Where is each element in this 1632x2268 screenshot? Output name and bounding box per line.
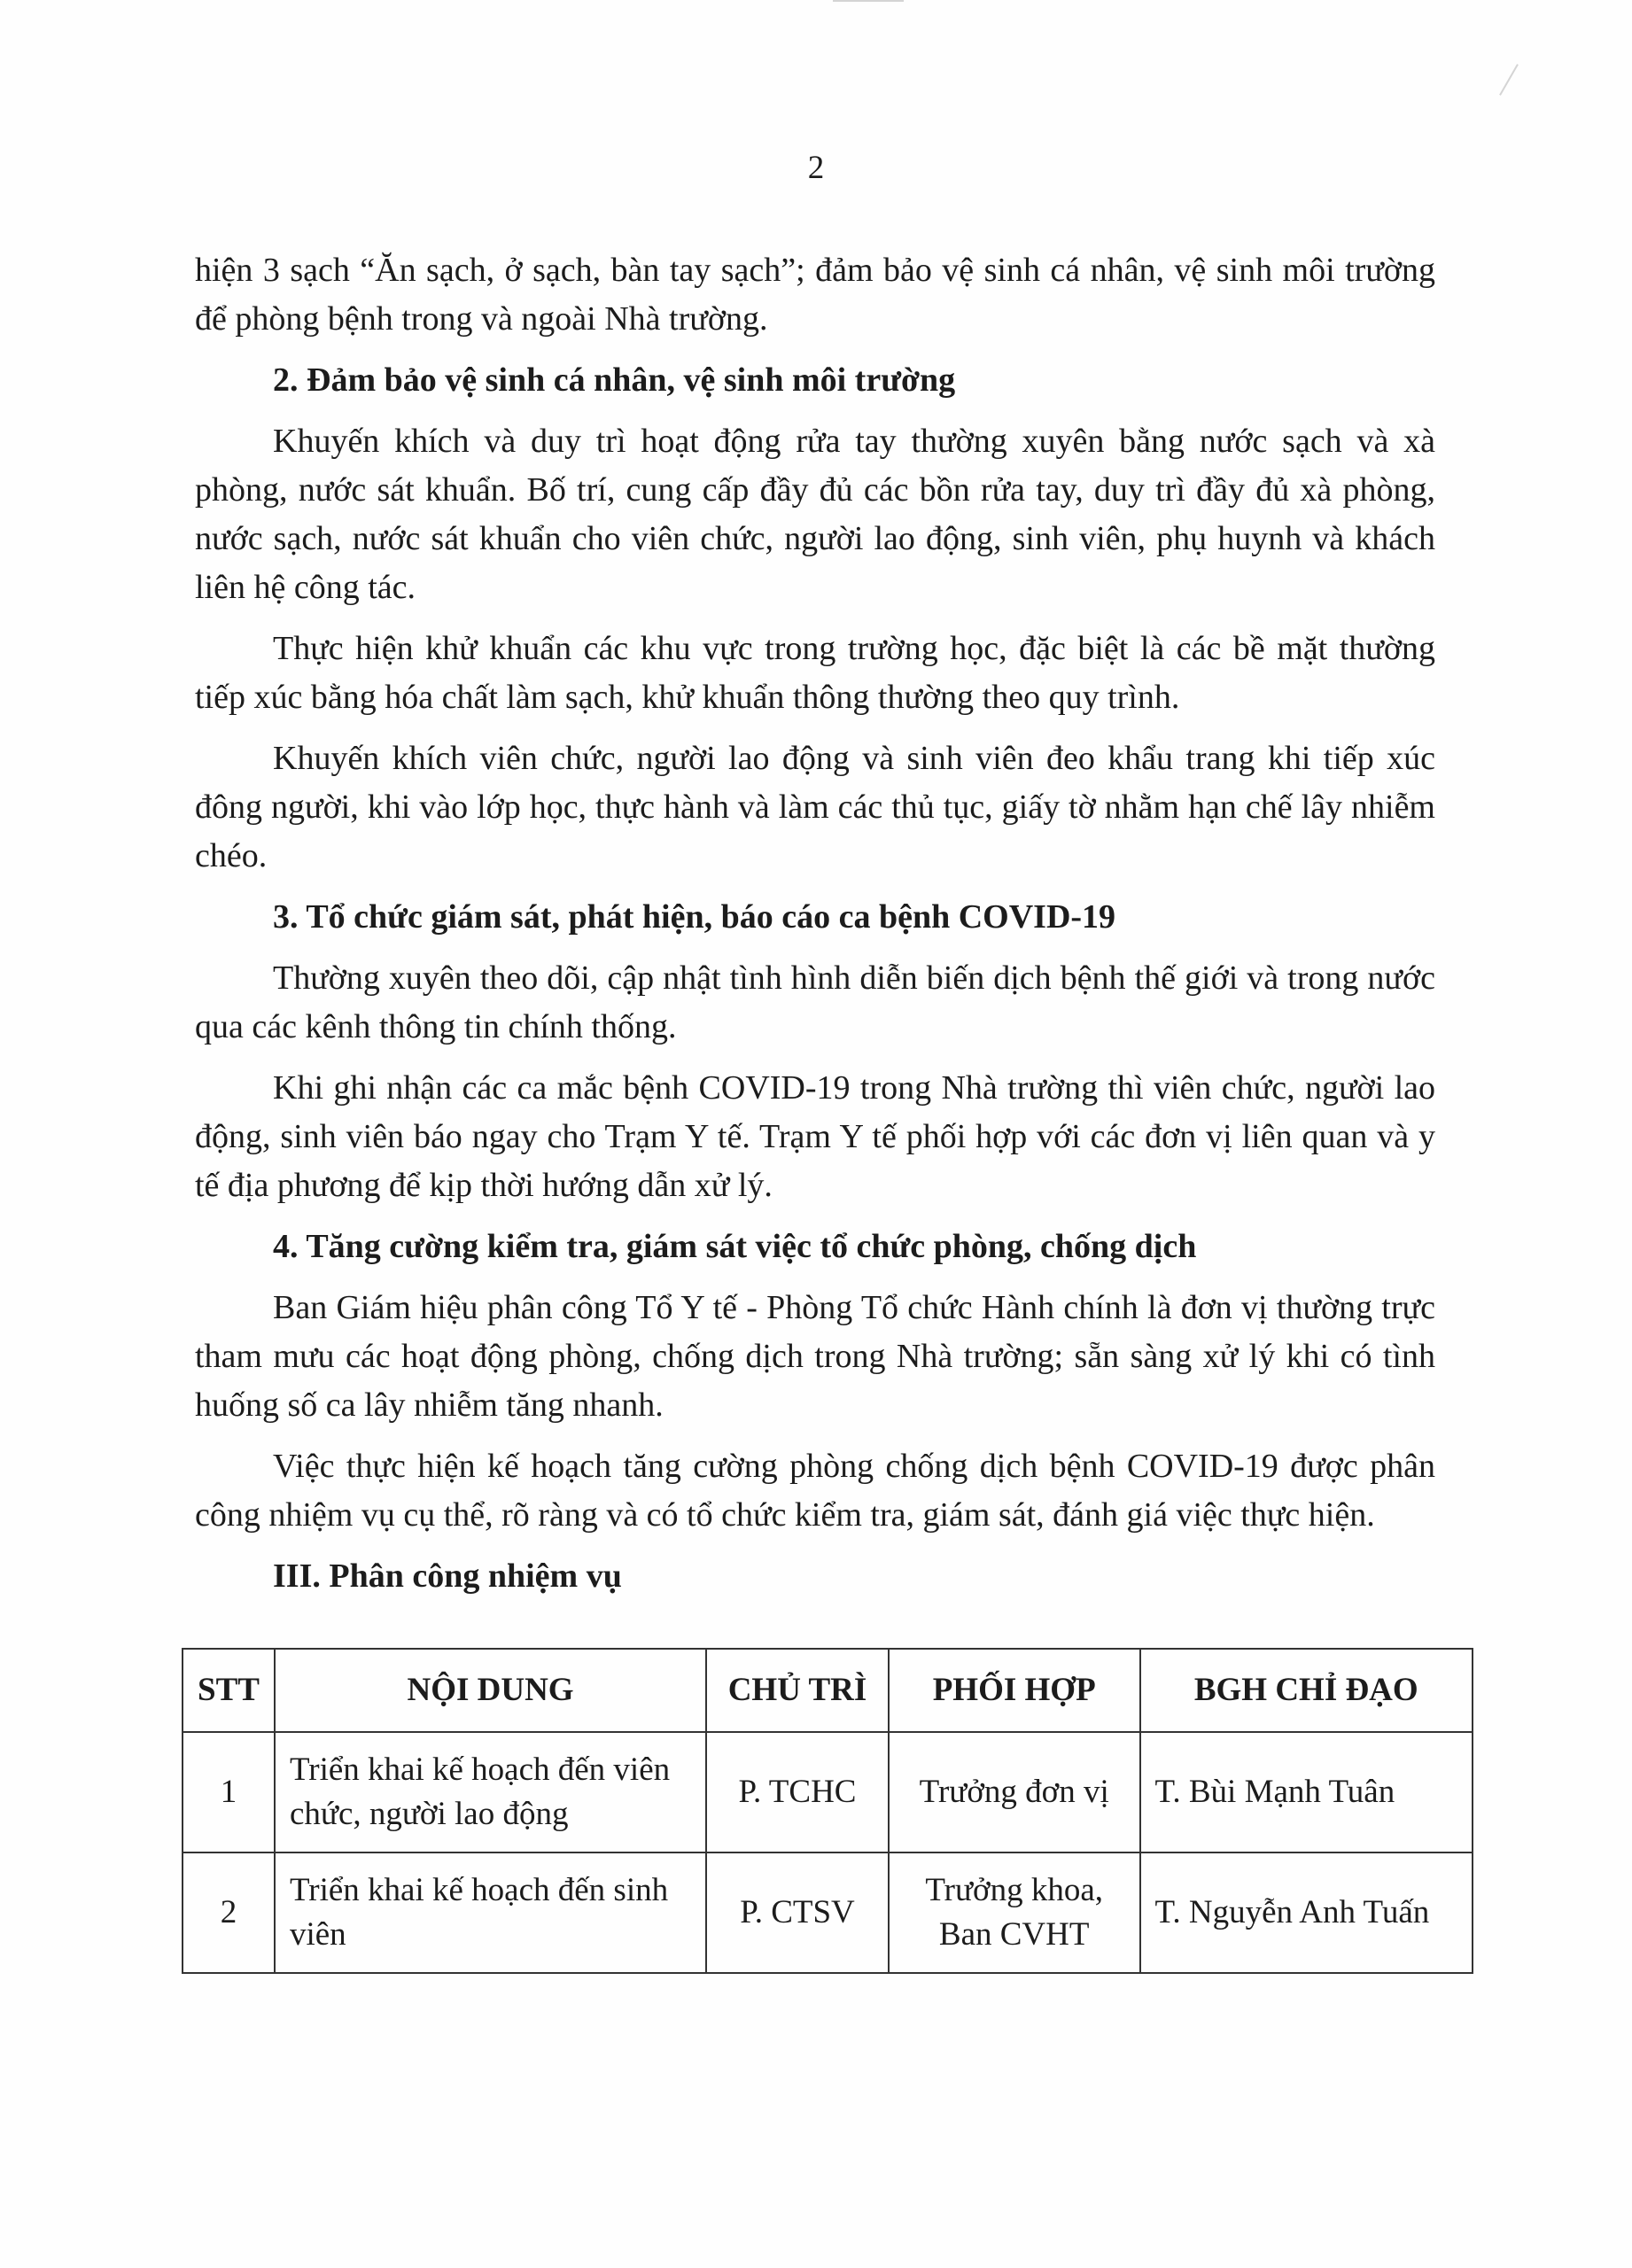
header-lead: CHỦ TRÌ (706, 1649, 889, 1732)
cell-coordination: Trưởng đơn vị (889, 1732, 1140, 1852)
header-direction: BGH CHỈ ĐẠO (1140, 1649, 1473, 1732)
page-number: 2 (807, 150, 825, 186)
section-heading-iii: III. Phân công nhiệm vụ (273, 1557, 622, 1595)
cell-stt: 2 (183, 1852, 275, 1973)
cell-lead: P. TCHC (706, 1732, 889, 1852)
cell-stt: 1 (183, 1732, 275, 1852)
paragraph-assignment: Ban Giám hiệu phân công Tổ Y tế - Phòng Tổ chức Hành chính là đơn vị thường trực tham mưu các hoạt động phòng, chống dịch trong Nhà trường; sẵn sàng xử lý khi có tình huống số ca lây nhiễm tăng nhanh. (195, 1289, 1435, 1424)
section-heading-4: 4. Tăng cường kiểm tra, giám sát việc tổ chức phòng, chống dịch (273, 1228, 1197, 1265)
table-row (183, 1852, 1473, 1973)
header-content: NỘI DUNG (275, 1649, 706, 1732)
document-body (195, 246, 1435, 1613)
cell-lead: P. CTSV (706, 1852, 889, 1973)
paragraph-masks: Khuyến khích viên chức, người lao động và sinh viên đeo khẩu trang khi tiếp xúc đông người, khi vào lớp học, thực hành và làm các thủ tục, giấy tờ nhằm hạn chế lây nhiễm chéo. (195, 740, 1435, 874)
cell-coordination: Trưởng khoa, Ban CVHT (889, 1852, 1140, 1973)
section-heading-3: 3. Tổ chức giám sát, phát hiện, báo cáo ca bệnh COVID-19 (273, 898, 1116, 936)
cell-direction: T. Bùi Mạnh Tuân (1140, 1732, 1473, 1852)
paragraph-disinfection: Thực hiện khử khuẩn các khu vực trong trường học, đặc biệt là các bề mặt thường tiếp xúc bằng hóa chất làm sạch, khử khuẩn thông thường theo quy trình. (195, 630, 1435, 716)
scan-mark-top (833, 0, 904, 2)
paragraph-handwashing: Khuyến khích và duy trì hoạt động rửa tay thường xuyên bằng nước sạch và xà phòng, nước sát khuẩn. Bố trí, cung cấp đầy đủ các bồn rửa tay, duy trì đầy đủ xà phòng, nước sạch, nước sát khuẩn cho viên chức, người lao động, sinh viên, phụ huynh và khách liên hệ công tác. (195, 423, 1435, 606)
cell-content: Triển khai kế hoạch đến sinh viên (275, 1852, 706, 1973)
header-stt: STT (183, 1649, 275, 1732)
paragraph-monitoring: Thường xuyên theo dõi, cập nhật tình hình diễn biến dịch bệnh thế giới và trong nước qua các kênh thông tin chính thống. (195, 959, 1435, 1045)
table-header-row (183, 1649, 1473, 1732)
paragraph-implementation: Việc thực hiện kế hoạch tăng cường phòng chống dịch bệnh COVID-19 được phân công nhiệm vụ cụ thể, rõ ràng và có tổ chức kiểm tra, giám sát, đánh giá việc thực hiện. (195, 1448, 1435, 1534)
section-heading-2: 2. Đảm bảo vệ sinh cá nhân, vệ sinh môi trường (273, 361, 956, 399)
cell-direction: T. Nguyễn Anh Tuấn (1140, 1852, 1473, 1973)
header-coordination: PHỐI HỢP (889, 1649, 1140, 1732)
cell-content: Triển khai kế hoạch đến viên chức, người lao động (275, 1732, 706, 1852)
paragraph-continuation: hiện 3 sạch “Ăn sạch, ở sạch, bàn tay sạch”; đảm bảo vệ sinh cá nhân, vệ sinh môi trường để phòng bệnh trong và ngoài Nhà trường. (195, 252, 1435, 338)
table-row (183, 1732, 1473, 1852)
paragraph-reporting: Khi ghi nhận các ca mắc bệnh COVID-19 trong Nhà trường thì viên chức, người lao động, sinh viên báo ngay cho Trạm Y tế. Trạm Y tế phối hợp với các đơn vị liên quan và y tế địa phương để kịp thời hướng dẫn xử lý. (195, 1069, 1435, 1204)
scan-mark-right (1499, 64, 1519, 96)
task-assignment-table (182, 1648, 1473, 1974)
